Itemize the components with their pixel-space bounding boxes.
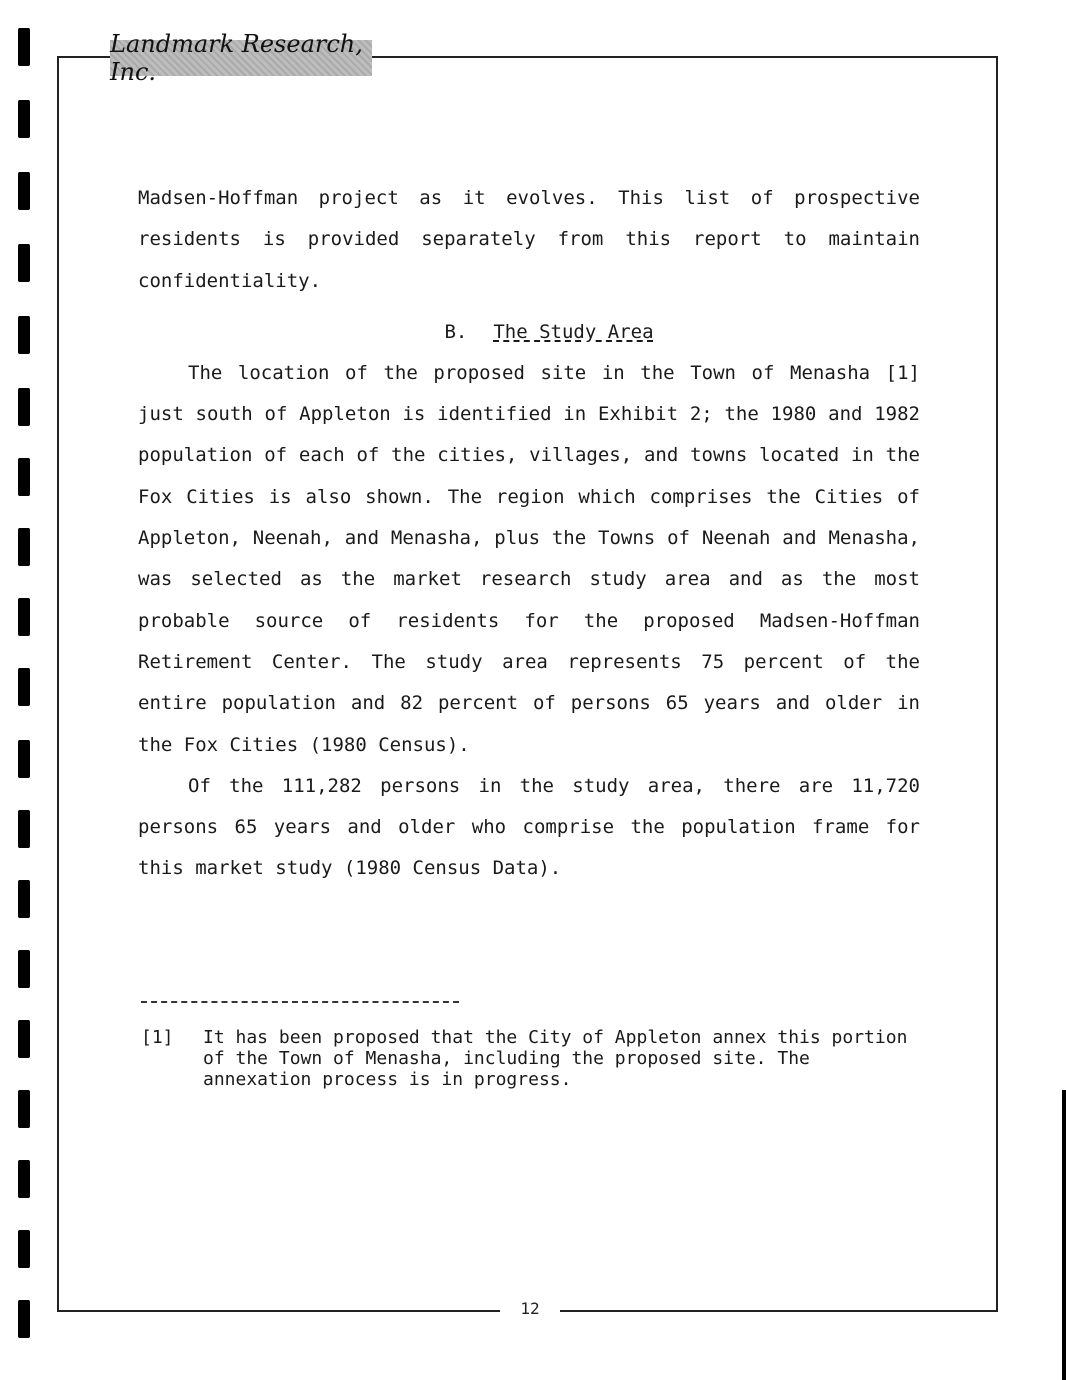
binding-mark xyxy=(18,1300,30,1338)
footnote xyxy=(141,1027,921,1090)
binding-mark xyxy=(18,598,30,636)
binding-mark xyxy=(18,244,30,282)
binding-mark xyxy=(18,458,30,496)
binding-mark xyxy=(18,172,30,210)
binding-mark xyxy=(18,950,30,988)
binding-mark xyxy=(18,1230,30,1268)
population-paragraph: Of the 111,282 persons in the study area, there are 11,720 persons 65 years and older who comprise the population frame for this market study (1980 Census Data). xyxy=(138,774,920,880)
binding-mark xyxy=(18,668,30,706)
page-number: 12 xyxy=(520,1298,540,1318)
binding-mark xyxy=(18,740,30,778)
page-number-area xyxy=(500,1296,560,1320)
study-area-paragraph: The location of the proposed site in the Town of Menasha [1] just south of Appleton is identified in Exhibit 2; the 1980 and 1982 population of each of the cities, villages, and towns located in the Fox Cities is also shown. The region which comprises the Cities of Appleton, Neenah, and Menasha, plus the Towns of Neenah and Menasha, was selected as the market research study area and as the most probable source of residents for the proposed Madsen-Hoffman Retirement Center. The study area represents 75 percent of the entire population and 82 percent of persons 65 years and older in the Fox Cities (1980 Census). xyxy=(138,361,920,756)
section-title: The Study Area xyxy=(493,320,654,343)
footnote-mark: [1] xyxy=(141,1027,174,1048)
section-letter: B. xyxy=(444,320,468,343)
binding-mark xyxy=(18,528,30,566)
binding-mark xyxy=(18,810,30,848)
binding-mark xyxy=(18,880,30,918)
footnote-divider xyxy=(141,1001,459,1003)
binding-mark xyxy=(18,316,30,354)
section-heading xyxy=(138,313,920,351)
binding-mark xyxy=(18,1090,30,1128)
binding-mark xyxy=(18,1020,30,1058)
binding-mark xyxy=(18,388,30,426)
binding-mark xyxy=(18,100,30,138)
continuation-paragraph: Madsen-Hoffman project as it evolves. This list of prospective residents is provided separately from this report to maintain confidentiality. xyxy=(138,187,920,292)
logo-text: Landmark Research, Inc. xyxy=(110,30,363,86)
binding-hole-marks xyxy=(18,0,32,1380)
footnote-text: It has been proposed that the City of Appleton annex this portion of the Town of Menasha, including the proposed site. The annexation process is in progress. xyxy=(203,1027,908,1090)
document-body xyxy=(138,178,920,890)
binding-mark xyxy=(18,28,30,66)
page-edge-shadow xyxy=(1062,1090,1066,1380)
binding-mark xyxy=(18,1160,30,1198)
company-logo xyxy=(110,30,372,86)
